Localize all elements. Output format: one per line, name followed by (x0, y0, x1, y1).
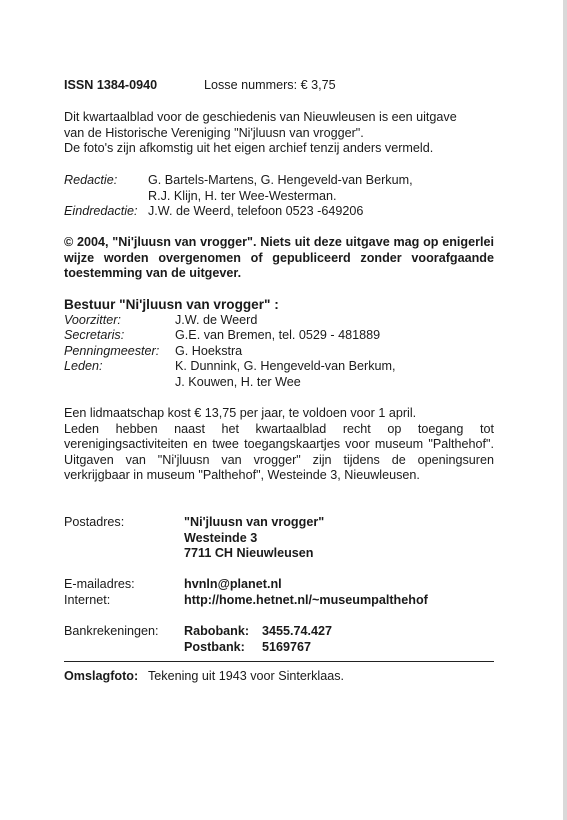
eindredactie-value: J.W. de Weerd, telefoon 0523 -649206 (148, 204, 364, 218)
redactie-label: Redactie: (64, 173, 118, 187)
omslag-label: Omslagfoto: (64, 669, 139, 683)
page-edge-shadow (563, 0, 567, 820)
intro-line: van de Historische Vereniging "Ni'jluusn van vrogger". (64, 125, 364, 140)
board-member: G.E. van Bremen, tel. 0529 - 481889 (175, 328, 381, 342)
redactie-section (64, 173, 494, 220)
copyright-notice: © 2004, "Ni'jluusn van vrogger". Niets uit deze uitgave mag op enigerlei wijze worden overgenomen of gepubliceerd zonder voorafgaande toestemming van de uitgever. (64, 235, 494, 280)
online-section (64, 577, 494, 608)
bank-number: 5169767 (262, 639, 312, 654)
intro-text (64, 110, 494, 157)
board-member: K. Dunnink, G. Hengeveld-van Berkum, (175, 359, 396, 373)
email-label: E-mailadres: (64, 577, 135, 591)
issn-row (64, 78, 494, 94)
postadres-line: Westeinde 3 (184, 530, 258, 545)
board-role (64, 375, 175, 391)
postadres-line: "Ni'jluusn van vrogger" (184, 515, 325, 529)
bank-section (64, 624, 494, 655)
bestuur-title: Bestuur "Ni'jluusn van vrogger" : (64, 297, 279, 312)
membership-fee: Een lidmaatschap kost € 13,75 per jaar, te voldoen voor 1 april. (64, 406, 417, 420)
bank-name: Rabobank: (184, 624, 250, 638)
internet-label: Internet: (64, 592, 111, 607)
issue-price: Losse nummers: € 3,75 (204, 78, 336, 92)
board-member: J.W. de Weerd (175, 312, 258, 327)
postadres-label: Postadres: (64, 515, 125, 529)
omslag-row (64, 669, 494, 685)
board-role: Penningmeester: (64, 343, 160, 358)
bank-label: Bankrekeningen: (64, 624, 159, 638)
bestuur-section (64, 297, 494, 390)
board-role: Voorzitter: (64, 312, 121, 327)
board-member: J. Kouwen, H. ter Wee (175, 374, 301, 389)
redactie-names: R.J. Klijn, H. ter Wee-Westerman. (148, 188, 337, 203)
membership-section (64, 406, 494, 484)
board-member: G. Hoekstra (175, 343, 243, 358)
website-link[interactable]: http://home.hetnet.nl/~museumpalthehof (184, 592, 428, 607)
board-role: Leden: (64, 359, 103, 373)
issn-label: ISSN 1384-0940 (64, 78, 158, 92)
intro-line: De foto's zijn afkomstig uit het eigen archief tenzij anders vermeld. (64, 141, 434, 155)
board-role: Secretaris: (64, 328, 125, 342)
intro-line: Dit kwartaalblad voor de geschiedenis van Nieuwleusen is een uitgave (64, 110, 457, 124)
postadres-section (64, 515, 494, 562)
bank-name: Postbank: (184, 639, 245, 654)
divider-line (64, 661, 494, 662)
omslag-text: Tekening uit 1943 voor Sinterklaas. (148, 669, 345, 683)
eindredactie-label: Eindredactie: (64, 204, 138, 218)
bank-number: 3455.74.427 (262, 624, 333, 638)
email-address[interactable]: hvnln@planet.nl (184, 577, 282, 591)
membership-benefits: Leden hebben naast het kwartaalblad recht op toegang tot verenigingsactiviteiten en twee toegangskaartjes voor museum "Palthehof". Uitgaven van "Ni'jluusn van vrogger" zijn tijdens de openingsuren verkrijgbaar in museum "Palthehof", Westeinde 3, Nieuwleusen. (64, 421, 494, 482)
redactie-names: G. Bartels-Martens, G. Hengeveld-van Berkum, (148, 173, 413, 187)
postadres-line: 7711 CH Nieuwleusen (184, 546, 314, 560)
